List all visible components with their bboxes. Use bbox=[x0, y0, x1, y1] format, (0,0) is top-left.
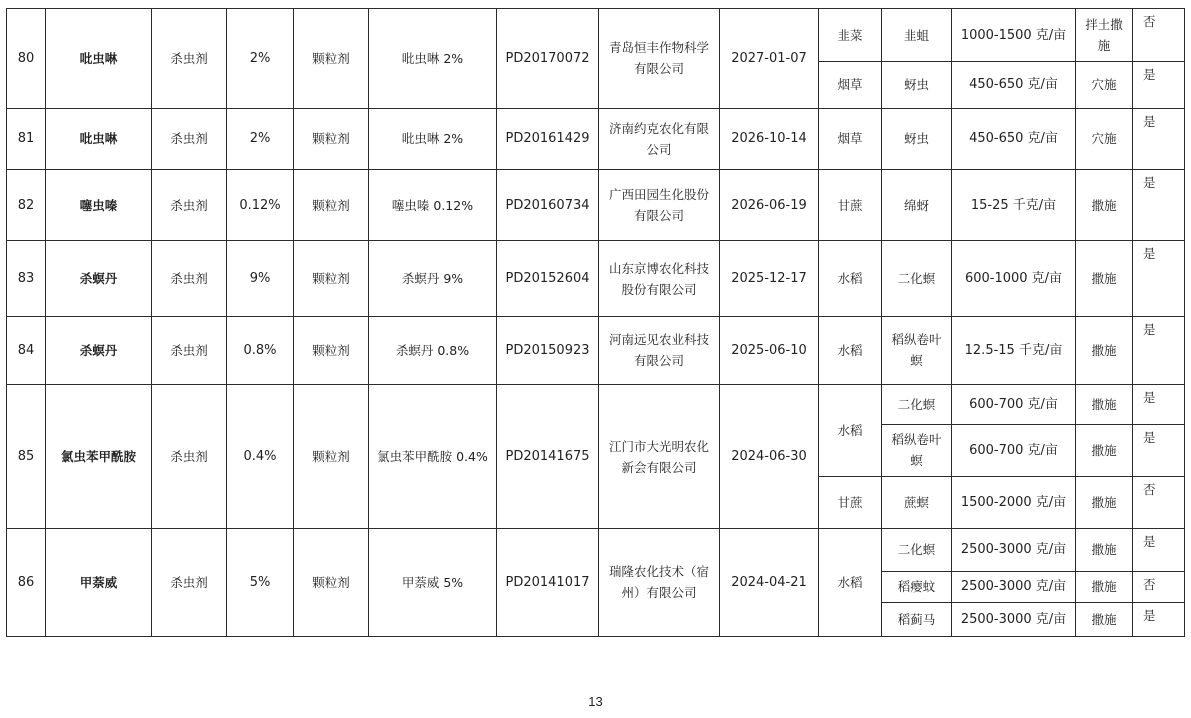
formulation: 颗粒剂 bbox=[294, 385, 369, 529]
formulation: 颗粒剂 bbox=[294, 170, 369, 241]
yes-no-flag: 否 bbox=[1133, 9, 1185, 62]
crop: 水稻 bbox=[819, 241, 882, 316]
row-number: 80 bbox=[7, 9, 46, 109]
application-method: 撒施 bbox=[1076, 170, 1133, 241]
table-row bbox=[7, 9, 1185, 62]
total-content: 0.12% bbox=[227, 170, 294, 241]
pesticide-type: 杀虫剂 bbox=[152, 170, 227, 241]
dosage: 450-650 克/亩 bbox=[952, 108, 1076, 169]
yes-no-flag: 是 bbox=[1133, 385, 1185, 425]
registrant-company: 江门市大光明农化新会有限公司 bbox=[599, 385, 720, 529]
total-content: 0.4% bbox=[227, 385, 294, 529]
pesticide-type: 杀虫剂 bbox=[152, 241, 227, 316]
pesticide-name: 甲萘威 bbox=[46, 528, 152, 636]
expiry-date: 2025-06-10 bbox=[720, 316, 819, 384]
yes-no-flag: 是 bbox=[1133, 603, 1185, 637]
pesticide-type: 杀虫剂 bbox=[152, 528, 227, 636]
formulation: 颗粒剂 bbox=[294, 528, 369, 636]
crop: 烟草 bbox=[819, 62, 882, 109]
dosage: 15-25 千克/亩 bbox=[952, 170, 1076, 241]
pesticide-name: 氯虫苯甲酰胺 bbox=[46, 385, 152, 529]
pesticide-name: 噻虫嗪 bbox=[46, 170, 152, 241]
target-pest: 二化螟 bbox=[882, 241, 952, 316]
pesticide-name: 杀螟丹 bbox=[46, 316, 152, 384]
pesticide-name: 吡虫啉 bbox=[46, 108, 152, 169]
total-content: 2% bbox=[227, 9, 294, 109]
yes-no-flag: 是 bbox=[1133, 108, 1185, 169]
pesticide-type: 杀虫剂 bbox=[152, 108, 227, 169]
expiry-date: 2025-12-17 bbox=[720, 241, 819, 316]
table-row bbox=[7, 385, 1185, 425]
crop: 水稻 bbox=[819, 528, 882, 636]
application-method: 撒施 bbox=[1076, 424, 1133, 476]
pesticide-type: 杀虫剂 bbox=[152, 385, 227, 529]
active-ingredient: 氯虫苯甲酰胺 0.4% bbox=[369, 385, 497, 529]
target-pest: 蚜虫 bbox=[882, 62, 952, 109]
total-content: 2% bbox=[227, 108, 294, 169]
active-ingredient: 吡虫啉 2% bbox=[369, 9, 497, 109]
active-ingredient: 甲萘威 5% bbox=[369, 528, 497, 636]
active-ingredient: 噻虫嗪 0.12% bbox=[369, 170, 497, 241]
registrant-company: 济南约克农化有限公司 bbox=[599, 108, 720, 169]
yes-no-flag: 否 bbox=[1133, 476, 1185, 528]
registration-number: PD20152604 bbox=[497, 241, 599, 316]
registration-number: PD20161429 bbox=[497, 108, 599, 169]
table-row bbox=[7, 528, 1185, 571]
yes-no-flag: 是 bbox=[1133, 528, 1185, 571]
registrant-company: 青岛恒丰作物科学有限公司 bbox=[599, 9, 720, 109]
pesticide-name: 吡虫啉 bbox=[46, 9, 152, 109]
registration-number: PD20141675 bbox=[497, 385, 599, 529]
crop: 甘蔗 bbox=[819, 476, 882, 528]
total-content: 0.8% bbox=[227, 316, 294, 384]
expiry-date: 2024-06-30 bbox=[720, 385, 819, 529]
dosage: 600-700 克/亩 bbox=[952, 385, 1076, 425]
formulation: 颗粒剂 bbox=[294, 241, 369, 316]
application-method: 穴施 bbox=[1076, 62, 1133, 109]
target-pest: 蔗螟 bbox=[882, 476, 952, 528]
table-row bbox=[7, 241, 1185, 316]
yes-no-flag: 是 bbox=[1133, 424, 1185, 476]
target-pest: 稻蓟马 bbox=[882, 603, 952, 637]
dosage: 2500-3000 克/亩 bbox=[952, 603, 1076, 637]
expiry-date: 2024-04-21 bbox=[720, 528, 819, 636]
pesticide-type: 杀虫剂 bbox=[152, 316, 227, 384]
expiry-date: 2027-01-07 bbox=[720, 9, 819, 109]
dosage: 12.5-15 千克/亩 bbox=[952, 316, 1076, 384]
application-method: 撒施 bbox=[1076, 528, 1133, 571]
application-method: 撒施 bbox=[1076, 603, 1133, 637]
row-number: 81 bbox=[7, 108, 46, 169]
registration-number: PD20160734 bbox=[497, 170, 599, 241]
pesticide-type: 杀虫剂 bbox=[152, 9, 227, 109]
application-method: 撒施 bbox=[1076, 476, 1133, 528]
registrant-company: 山东京博农化科技股份有限公司 bbox=[599, 241, 720, 316]
active-ingredient: 吡虫啉 2% bbox=[369, 108, 497, 169]
registrant-company: 瑞隆农化技术（宿州）有限公司 bbox=[599, 528, 720, 636]
table-row bbox=[7, 108, 1185, 169]
formulation: 颗粒剂 bbox=[294, 108, 369, 169]
dosage: 600-700 克/亩 bbox=[952, 424, 1076, 476]
formulation: 颗粒剂 bbox=[294, 9, 369, 109]
dosage: 2500-3000 克/亩 bbox=[952, 571, 1076, 603]
dosage: 1500-2000 克/亩 bbox=[952, 476, 1076, 528]
table-row bbox=[7, 316, 1185, 384]
expiry-date: 2026-06-19 bbox=[720, 170, 819, 241]
row-number: 85 bbox=[7, 385, 46, 529]
yes-no-flag: 是 bbox=[1133, 62, 1185, 109]
dosage: 600-1000 克/亩 bbox=[952, 241, 1076, 316]
yes-no-flag: 是 bbox=[1133, 170, 1185, 241]
registration-number: PD20150923 bbox=[497, 316, 599, 384]
target-pest: 二化螟 bbox=[882, 385, 952, 425]
pesticide-registration-table bbox=[6, 8, 1185, 637]
yes-no-flag: 是 bbox=[1133, 316, 1185, 384]
row-number: 86 bbox=[7, 528, 46, 636]
row-number: 82 bbox=[7, 170, 46, 241]
application-method: 拌土撒施 bbox=[1076, 9, 1133, 62]
crop: 韭菜 bbox=[819, 9, 882, 62]
target-pest: 稻纵卷叶螟 bbox=[882, 424, 952, 476]
formulation: 颗粒剂 bbox=[294, 316, 369, 384]
table-row bbox=[7, 170, 1185, 241]
target-pest: 蚜虫 bbox=[882, 108, 952, 169]
total-content: 9% bbox=[227, 241, 294, 316]
row-number: 83 bbox=[7, 241, 46, 316]
registration-number: PD20170072 bbox=[497, 9, 599, 109]
application-method: 撒施 bbox=[1076, 241, 1133, 316]
crop: 水稻 bbox=[819, 316, 882, 384]
target-pest: 绵蚜 bbox=[882, 170, 952, 241]
crop: 水稻 bbox=[819, 385, 882, 477]
active-ingredient: 杀螟丹 0.8% bbox=[369, 316, 497, 384]
application-method: 撒施 bbox=[1076, 316, 1133, 384]
target-pest: 韭蛆 bbox=[882, 9, 952, 62]
pesticide-name: 杀螟丹 bbox=[46, 241, 152, 316]
application-method: 穴施 bbox=[1076, 108, 1133, 169]
active-ingredient: 杀螟丹 9% bbox=[369, 241, 497, 316]
registration-number: PD20141017 bbox=[497, 528, 599, 636]
page-number: 13 bbox=[588, 694, 603, 709]
row-number: 84 bbox=[7, 316, 46, 384]
target-pest: 稻瘿蚊 bbox=[882, 571, 952, 603]
dosage: 1000-1500 克/亩 bbox=[952, 9, 1076, 62]
total-content: 5% bbox=[227, 528, 294, 636]
crop: 烟草 bbox=[819, 108, 882, 169]
dosage: 2500-3000 克/亩 bbox=[952, 528, 1076, 571]
yes-no-flag: 是 bbox=[1133, 241, 1185, 316]
registrant-company: 广西田园生化股份有限公司 bbox=[599, 170, 720, 241]
dosage: 450-650 克/亩 bbox=[952, 62, 1076, 109]
target-pest: 稻纵卷叶螟 bbox=[882, 316, 952, 384]
target-pest: 二化螟 bbox=[882, 528, 952, 571]
yes-no-flag: 否 bbox=[1133, 571, 1185, 603]
application-method: 撒施 bbox=[1076, 385, 1133, 425]
registrant-company: 河南远见农业科技有限公司 bbox=[599, 316, 720, 384]
crop: 甘蔗 bbox=[819, 170, 882, 241]
expiry-date: 2026-10-14 bbox=[720, 108, 819, 169]
application-method: 撒施 bbox=[1076, 571, 1133, 603]
